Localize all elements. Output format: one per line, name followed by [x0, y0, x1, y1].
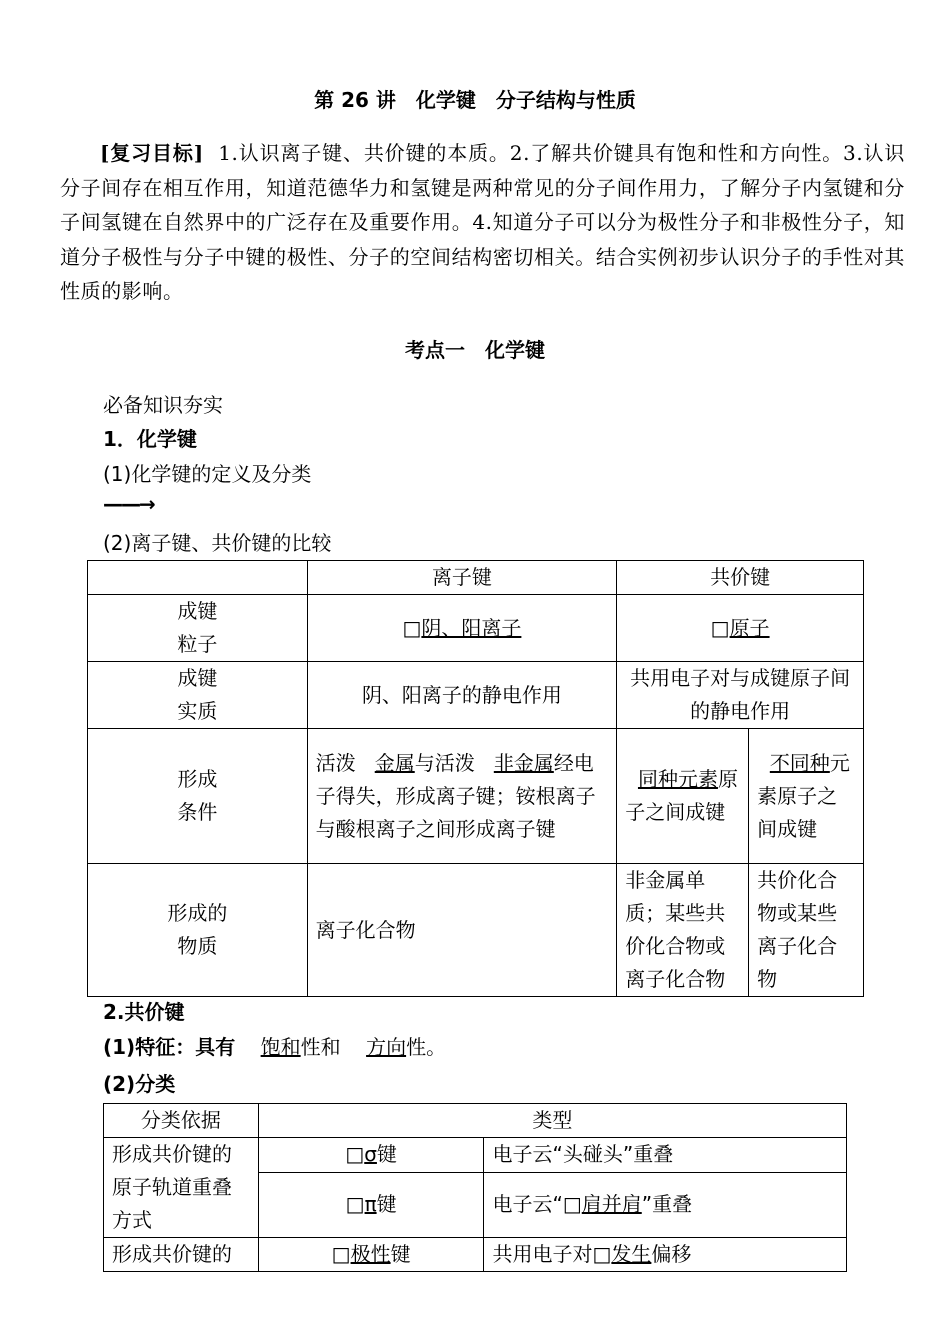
answer-text: 不同种 — [769, 750, 830, 775]
heading-chemical-bond: 1．化学键 — [103, 427, 197, 451]
topic-a: 化学键 — [415, 88, 476, 112]
cell-conditions-ionic — [307, 729, 617, 864]
row-label-essence — [88, 662, 308, 729]
blank-box-icon: □ — [331, 1242, 351, 1266]
label-line: 成键 — [177, 666, 218, 690]
label-line: 条件 — [177, 800, 218, 824]
answer-text: 同种元素 — [637, 767, 718, 791]
blank-box-icon: □ — [345, 1142, 365, 1167]
section-label: 考点一 — [405, 338, 465, 362]
answer-text: 阴、阳离子 — [421, 615, 522, 640]
cell-essence-covalent: 共用电子对与成键原子间的静电作用 — [617, 662, 864, 729]
cell-pi-desc — [484, 1172, 847, 1237]
cell-essence-ionic: 阴、阳离子的静电作用 — [307, 662, 617, 729]
covalent-classification-table — [103, 1103, 847, 1272]
cell-polar-bond — [258, 1238, 484, 1272]
answer-text: 方向 — [366, 1035, 407, 1059]
cell-sigma-desc: 电子云“头碰头”重叠 — [484, 1138, 847, 1173]
label-line: 形成的 — [167, 901, 228, 925]
label-line: 粒子 — [177, 632, 218, 656]
cell-pi-bond — [258, 1172, 484, 1237]
label-line: 成键 — [177, 599, 218, 623]
section-name: 化学键 — [485, 338, 545, 362]
subheading-comparison: (2)离子键、共价键的比较 — [103, 531, 332, 555]
section-heading — [0, 334, 950, 363]
text-run: 电子云“ — [492, 1192, 563, 1217]
answer-text: 极性 — [350, 1242, 391, 1266]
cell-basis-overlap: 形成共价键的原子轨道重叠方式 — [104, 1138, 259, 1238]
answer-text: π — [364, 1192, 377, 1217]
answer-text: σ — [364, 1142, 377, 1167]
arrow-glyph: ——→ — [103, 492, 154, 516]
text-run: 原子之间成键 — [625, 767, 738, 824]
row-label-particles — [88, 595, 308, 662]
blank-box-icon: □ — [402, 615, 422, 640]
blank-box-icon: □ — [345, 1192, 365, 1217]
text-run: 键 — [376, 1192, 397, 1217]
table-header-covalent: 共价键 — [617, 561, 864, 595]
answer-text: 肩并肩 — [581, 1192, 642, 1217]
objectives-text: 1.认识离子键、共价键的本质。2.了解共价键具有饱和性和方向性。3.认识分子间存在相互作用，知道范德华力和氢键是两种常见的分子间作用力，了解分子内氢键和分子间氢键在自然界中的广泛存在及重要作用。4.知道分子可以分为极性分子和非极性分子，知道分子极性与分子中键的极性、分子的空间结构密切相关。结合实例初步认识分子的手性对其性质的影响。 — [60, 141, 905, 303]
knowledge-heading: 必备知识夯实 — [103, 393, 223, 417]
covalent-features — [103, 1031, 446, 1060]
text-run: (1)特征：具有 — [103, 1035, 236, 1059]
row-label-substances — [88, 864, 308, 997]
objectives-label: [复习目标] — [100, 141, 204, 165]
text-run: 与活泼 — [414, 750, 475, 775]
text-run: ”重叠 — [641, 1192, 693, 1217]
text-run: 键 — [376, 1142, 397, 1167]
subheading-definition: (1)化学键的定义及分类 — [103, 462, 312, 486]
bond-comparison-table — [87, 560, 864, 997]
topic-b: 分子结构与性质 — [495, 88, 636, 112]
text-run: 键 — [390, 1242, 411, 1266]
table-header-basis: 分类依据 — [104, 1104, 259, 1138]
text-run: 经电子得失，形成离子键；铵根离子与酸根离子之间形成离子键 — [315, 750, 596, 841]
blank-box-icon: □ — [710, 615, 730, 640]
blank-box-icon: □ — [592, 1242, 612, 1266]
table-header-type: 类型 — [258, 1104, 846, 1138]
subheading-classification: (2)分类 — [103, 1072, 176, 1096]
label-line: 物质 — [177, 934, 218, 958]
answer-text: 饱和 — [260, 1035, 301, 1059]
cell-particles-covalent — [617, 595, 864, 662]
cell-conditions-covalent-diff — [749, 729, 864, 864]
answer-text: 金属 — [374, 750, 415, 775]
text-run: 元素原子之间成键 — [757, 750, 850, 841]
cell-particles-ionic — [307, 595, 617, 662]
cell-conditions-covalent-same — [617, 729, 749, 864]
page-title — [0, 84, 950, 113]
answer-text: 发生 — [611, 1242, 652, 1266]
lecture-number: 第 26 讲 — [314, 88, 396, 112]
heading-covalent-bond: 2.共价键 — [103, 1000, 185, 1024]
text-run: 性。 — [406, 1035, 447, 1059]
label-line: 形成 — [177, 767, 218, 791]
cell-substances-covalent-b: 共价化合物或某些离子化合物 — [749, 864, 864, 997]
text-run: 偏移 — [651, 1242, 692, 1266]
text-run: 性和 — [300, 1035, 341, 1059]
answer-text: 非金属 — [493, 750, 554, 775]
answer-text: 原子 — [729, 615, 770, 640]
text-run: 活泼 — [315, 750, 356, 775]
cell-basis-polarity: 形成共价键的 — [104, 1238, 259, 1272]
cell-polar-desc — [484, 1238, 847, 1272]
blank-box-icon: □ — [562, 1192, 582, 1217]
cell-substances-ionic: 离子化合物 — [307, 864, 617, 997]
text-run: 共用电子对 — [492, 1242, 593, 1266]
cell-sigma-bond — [258, 1138, 484, 1173]
row-label-conditions — [88, 729, 308, 864]
review-objectives — [60, 136, 905, 309]
table-header-ionic: 离子键 — [307, 561, 617, 595]
cell-substances-covalent-a: 非金属单质；某些共价化合物或离子化合物 — [617, 864, 749, 997]
table-header-empty — [88, 561, 308, 595]
label-line: 实质 — [177, 699, 218, 723]
